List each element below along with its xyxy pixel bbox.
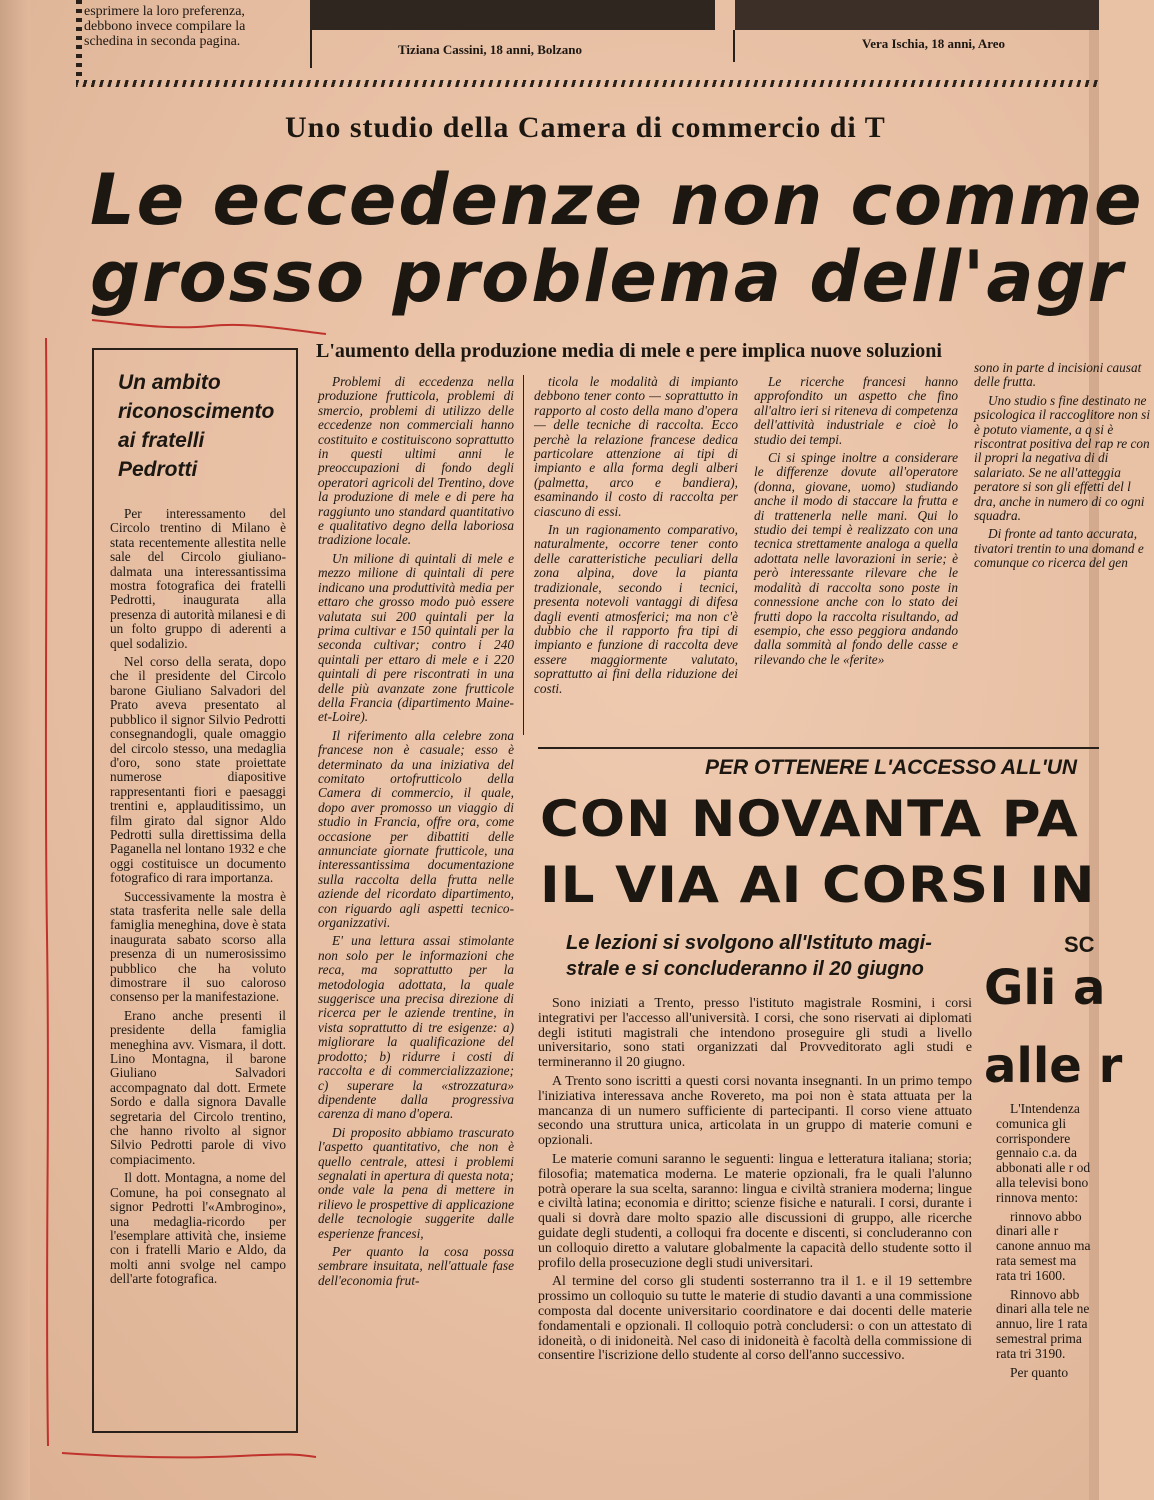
article1-paragraph: Il riferimento alla celebre zona francese non è casuale; esso è determinato da una iniziativa del comitato ortofrutticolo della Camera di commercio, il quale, dopo aver promosso un viaggio di studio in Francia, offre ora, come occasione per dibattiti delle annunciate giornate frutticole, una interessantissima documentazione sulla raccolta della frutta nelle aziende del ricordato dipartimento, con riguardo agli aspetti tecnico-organizzativi. — [318, 727, 514, 931]
sidebar-paragraph: Per interessamento del Circolo trentino di Milano è stata recentemente allestita nelle sale del Circolo giuliano-dalmata una interessantissima mostra fotografica dei fratelli Pedrotti, inaugurata alla presenza di autorità milanesi e di un folto gruppo di aderenti a quel sodalizio. — [110, 506, 286, 651]
article1-paragraph: Un milione di quintali di mele e mezzo milione di quintali di pere indicano una produttività media per ettaro che grosso modo può essere valutata sui 200 quintali per la prima cultivar e 150 quintali per la seconda cultivar; contro i 240 quintali per ettaro di mele e i 220 quintali di pere riscontrati in una delle più avanzate zone frutticole della Francia (dipartimento Maine-et-Loire). — [318, 550, 514, 725]
article1-paragraph: E' una lettura assai stimolante non solo per le informazioni che reca, ma soprattutto per la metodologia adottata, la quale suggerisce una precisa direzione di ricerca per le aziende trentine, in vista soprattutto di tre esigenze: a) migliorare la qualificazione del prodotto; b) ridurre i costi di raccolta e di commercializzazione; c) superare la «strozzatura» dipendente dalla progressiva carenza di mano d'opera. — [318, 933, 514, 1122]
article2-deck — [566, 930, 986, 982]
article2-body — [538, 996, 972, 1367]
article2-deck-line: strale e si concluderanno il 20 giugno — [566, 958, 924, 980]
sidebar-paragraph: Erano anche presenti il presidente della famiglia meneghina avv. Vismara, il dott. Lino Montagna, il barone Giuliano Salvadori accompagnato dal dott. Ermete Sordo e dalla signora Davalle segretaria del Circolo trentino, che hanno rivolto al signor Silvio Pedrotti parole di vivo compiacimento. — [110, 1007, 286, 1167]
top-dash-rule — [76, 80, 1099, 87]
article1-column-4 — [974, 361, 1154, 575]
article3-paragraph: L'Intendenza comunica gli corrispondere gennaio c.a. da abbonati alle r od alla televisi bono rinnova mento: — [996, 1101, 1091, 1205]
sidebar-title-line: ai fratelli — [118, 429, 205, 452]
article1-paragraph: In un ragionamento comparativo, naturalmente, occorre tener conto delle caratteristiche peculiari della zona alpina, dove la pianta tradizionale, secondo i tecnici, presenta notevoli vantaggi di difesa dagli eventi atmosferici; ma non c'è dubbio che il rapporto fra tipi di impianto e funzione di raccolta deve essere maggiormente valutato, soprattutto ai fini della riduzione dei costi. — [534, 522, 738, 696]
sidebar-frame-left — [92, 348, 94, 1433]
page-edge-left — [0, 0, 30, 1500]
sidebar-title-line: Un ambito — [118, 371, 221, 394]
article1-column-2 — [534, 375, 738, 700]
article1-paragraph: Ci si spinge inoltre a considerare le differenze dovute all'operatore (donna, giovane, uomo) studiando anche il modo di staccare la frutta e di trattenerla nelle mani. Qui lo studio dei tempi è realizzato con una tecnica strettamente analoga a quella adottata nelle lavorazioni in serie; è però interessante rilevare che le modalità di raccolta sono poste in connessione anche con lo stato dei frutti dopo la raccolta risultando, ad esempio, che esso peggiora andando dalla sommità al fondo delle casse e rilevando che le «ferite» — [754, 450, 958, 667]
sidebar-paragraph: Successivamente la mostra è stata trasferita nelle sale della famiglia meneghina, dove è stata inaugurata sabato scorso alla presenza di un numerosissimo pubblico che ha voluto dimostrare il suo caloroso consenso per la manifestazione. — [110, 888, 286, 1005]
article1-column-1 — [318, 375, 514, 1292]
sidebar-title-line: riconoscimento — [118, 400, 275, 423]
article1-paragraph: Le ricerche francesi hanno approfondito un aspetto che fino all'altro ieri si riteneva di competenza dell'attività industriale e cioè lo studio dei tempi. — [754, 374, 958, 447]
sidebar-paragraph: Il dott. Montagna, a nome del Comune, ha poi consegnato al signor Pedrotti l'«Ambrogino», una medaglia-ricordo per l'esemplare attività che, insieme con i fratelli Mario e Aldo, da molti anni svolge nel campo dell'arte fotografica. — [110, 1170, 286, 1287]
article1-column-divider — [523, 375, 524, 735]
sidebar-frame-right — [296, 348, 298, 1433]
article1-paragraph: Di fronte ad tanto accurata, tivatori trentin to una domand e comunque co ricerca del gen — [974, 526, 1144, 571]
article3-paragraph: Rinnovo abb dinari alla tele ne annuo, lire 1 rata semestral prima rata tri 3190. — [996, 1286, 1090, 1361]
article2-kicker: PER OTTENERE L'ACCESSO ALL'UN — [705, 756, 1078, 779]
sidebar-title — [118, 368, 288, 484]
top-intro-text: esprimere la loro preferenza, debbono invece compilare la schedina in seconda pagina. — [84, 4, 246, 49]
article1-paragraph: Per quanto la cosa possa sembrare insuitata, nell'attuale fase dell'economia frut- — [318, 1243, 514, 1288]
sidebar-body — [110, 507, 286, 1291]
article3-kicker: SC — [1064, 932, 1095, 957]
top-photo-frame-left — [310, 30, 312, 68]
article3-headline-line2: alle r — [984, 1038, 1123, 1094]
top-photo-frame-right — [733, 30, 735, 62]
top-photo-left — [310, 0, 715, 30]
article1-column-3 — [754, 375, 958, 671]
article1-paragraph: Di proposito abbiamo trascurato l'aspetto quantitativo, che non è quello centrale, attesi i problemi segnalati in apertura di questa nota; onde vale la pena di mettere in rilievo le prospettive di applicazione delle tecnologie suggerite dalle esperienze francesi, — [318, 1124, 514, 1241]
sidebar-title-line: Pedrotti — [118, 458, 198, 481]
red-pen-mark-bottom — [60, 1445, 320, 1465]
article2-deck-line: Le lezioni si svolgono all'Istituto magi- — [566, 932, 932, 954]
article1-paragraph: Uno studio s fine destinato ne psicologica il raccoglitore non si è potuto viamente, a q si è riscontrat positiva del rap re con il propri la negativa di di salariato. Se ne all'atteggia peratore si son gli effetti del l dra, anche in numero di co ogni squadra. — [974, 392, 1151, 524]
article2-paragraph: Al termine del corso gli studenti sosterranno tra il 1. e il 19 settembre prossimo un colloquio su tutte le materie di studio davanti a una commissione composta dal docente universitario coordinatore e dai docenti delle materie fondamentali e opzionali. Il colloquio potrà concludersi: o con un attestato di idoneità, o di inidoneità. Nel caso di inidoneità è facoltà della commissione di consentire l'iscrizione dello studente al corso dell'anno successivo. — [538, 1273, 972, 1363]
article2-top-rule — [538, 747, 1099, 749]
article2-paragraph: Le materie comuni saranno le seguenti: lingua e letteratura italiana; storia; filosofia; matematica moderna. Le materie opzionali, fra le quali l'alunno potrà operare la sua scelta, saranno: lingua e civiltà straniera moderna; lingue e civiltà latina; economia e diritto; scienze fisiche e naturali. I corsi, durante i quali si dovrà dare molto spazio alle discussioni di gruppo, alle ricerche guidate degli studenti, a colloqui fra docente e discenti, si concluderanno con un colloquio diretto a valutare globalmente la capacità dello studente sotto il profilo della prosecuzione degli studi universitari. — [538, 1150, 972, 1270]
article1-paragraph: sono in parte d incisioni causat delle frutta. — [974, 360, 1142, 390]
top-photo-right — [735, 0, 1099, 30]
article1-subhead: L'aumento della produzione media di mele e pere implica nuove soluzioni — [316, 340, 942, 362]
article3-headline-line1: Gli a — [984, 960, 1106, 1016]
article3-paragraph: Per quanto — [1010, 1364, 1069, 1380]
article2-paragraph: Sono iniziati a Trento, presso l'istituto magistrale Rosmini, i corsi integrativi per l'accesso all'università. I corsi, che sono riservati ai diplomati degli istituti magistrali che intendono proseguire gli studi a livello universitario, sono stati organizzati dal Provveditorato agli studi e termineranno il 20 giugno. — [538, 995, 972, 1070]
article1-column-4-clip — [974, 360, 1151, 756]
sidebar-frame-bottom — [92, 1431, 298, 1433]
red-pen-mark-underline — [90, 300, 330, 340]
article1-headline-line1: Le eccedenze non comme — [90, 159, 1144, 241]
top-photo-caption-left: Tiziana Cassini, 18 anni, Bolzano — [398, 42, 582, 57]
sidebar-paragraph: Nel corso della serata, dopo che il presidente del Circolo barone Giuliano Salvadori del Prato aveva presentato al pubblico il signor Silvio Pedrotti consegnandogli, quale omaggio del circolo stesso, una medaglia d'oro, sono state proiettate numerose diapositive rappresentanti fiori e paesaggi trentini e, applauditissimo, un film girato dal signor Aldo Pedrotti sulla direttissima della Paganella nel lontano 1932 e che oggi costituisce un documento fotografico di rara importanza. — [110, 654, 286, 886]
red-pen-mark-margin — [36, 336, 56, 1456]
article1-headline-line2: grosso problema dell'agr — [90, 236, 1125, 318]
sidebar-frame-top — [92, 348, 298, 350]
article3-paragraph: rinnovo abbo dinari alle r canone annuo ma rata semest ma rata tri 1600. — [996, 1208, 1091, 1283]
top-left-dash-rule — [76, 0, 82, 76]
article1-paragraph: ticola le modalità di impianto debbono tener conto — soprattutto in rapporto al costo della mano d'opera — delle tecniche di raccolta. Ecco perchè la relazione francese dedica particolare attenzione ai tipi di impianto e alla forma degli alberi (palmetta, arco e bandiera), esaminando il costo di raccolta per ciascuno di essi. — [534, 374, 738, 519]
article3-body — [996, 1102, 1092, 1384]
top-photo-caption-right: Vera Ischia, 18 anni, Areo — [862, 36, 1006, 51]
article1-paragraph: Problemi di eccedenza nella produzione frutticola, problemi di smercio, problemi di utilizzo delle eccedenze non commerciali hanno costituito e costituiscono soprattutto in questi ultimi anni le preoccupazioni di fondo degli operatori agricoli del Trentino, dove la produzione di mele e di pere ha raggiunto uno standard quantitativo e qualitativo degno della laboriosa tradizione locale. — [318, 374, 514, 548]
article2-headline-line1: CON NOVANTA PA — [540, 790, 1079, 848]
article1-kicker: Uno studio della Camera di commercio di T — [285, 111, 886, 144]
article2-headline-line2: IL VIA AI CORSI IN — [540, 856, 1096, 914]
article3-clip — [984, 920, 1123, 1400]
article2-paragraph: A Trento sono iscritti a questi corsi novanta insegnanti. In un primo tempo l'iniziativa interessava anche Rovereto, ma poi non è stata attuata per la mancanza di un numero sufficiente di partecipanti. Il corso viene attuato secondo una struttura unica, articolata in un gruppo di materie comuni e opzionali. — [538, 1072, 972, 1148]
